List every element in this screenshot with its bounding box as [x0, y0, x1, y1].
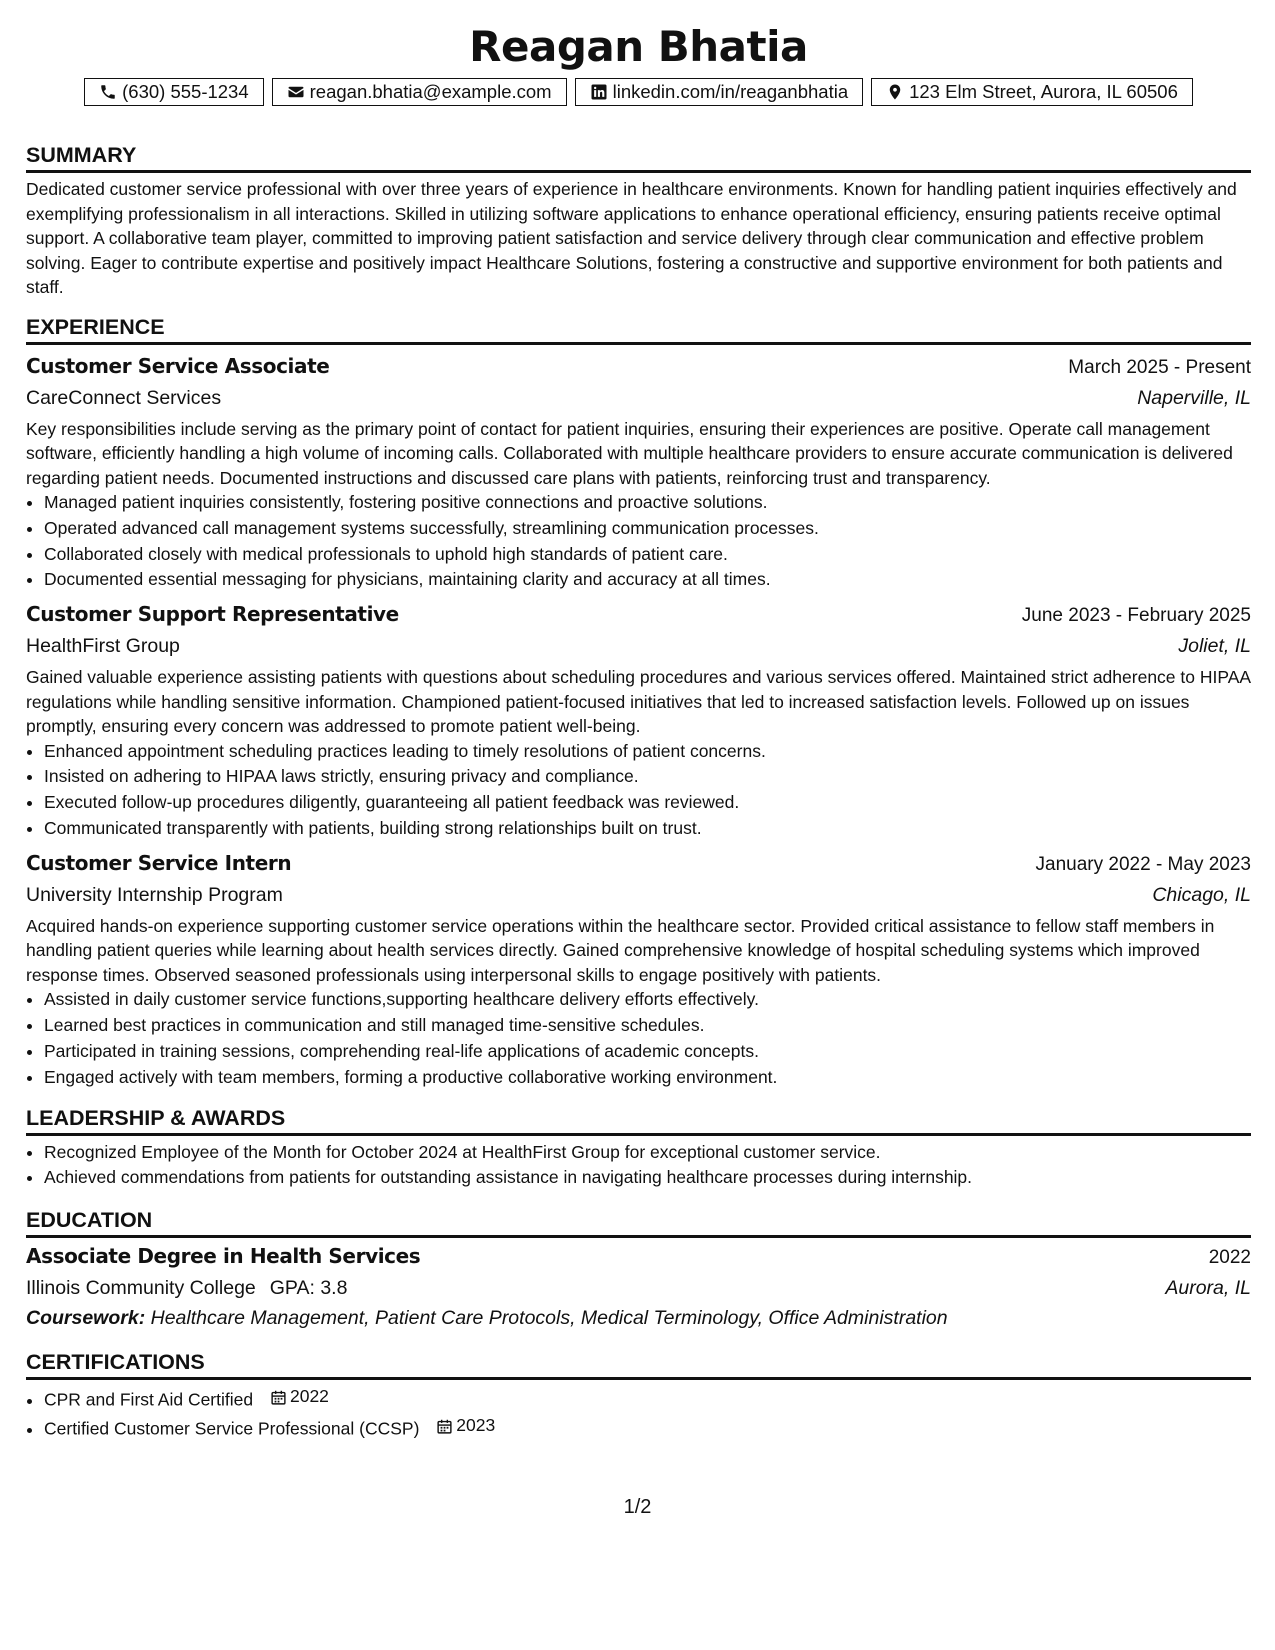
graduation-year: 2022 [1208, 1247, 1251, 1269]
certification-year: 2023 [436, 1413, 495, 1439]
address-text: 123 Elm Street, Aurora, IL 60506 [909, 81, 1178, 102]
certifications-section [26, 1347, 1251, 1442]
job-dates: June 2023 - February 2025 [1021, 605, 1251, 627]
linkedin-icon [590, 83, 608, 101]
list-item: • Recognized Employee of the Month for October 2024 at HealthFirst Group for exceptional customer service. [44, 1140, 1251, 1166]
coursework-label: Coursework: [26, 1307, 146, 1330]
section-title-leadership: LEADERSHIP & AWARDS [26, 1103, 1251, 1136]
contact-phone[interactable] [84, 78, 264, 106]
gpa: GPA: 3.8 [269, 1277, 348, 1300]
job-bullets [26, 987, 1251, 1090]
list-item: • Insisted on adhering to HIPAA laws strictly, ensuring privacy and compliance. [44, 764, 1251, 790]
envelope-icon [287, 83, 305, 101]
resume-page [26, 18, 1251, 1443]
section-title-experience: EXPERIENCE [26, 312, 1251, 345]
list-item: • Communicated transparently with patients, building strong relationships built on trust. [44, 816, 1251, 842]
job-location: Joliet, IL [1178, 635, 1251, 658]
page-number: 1/2 [623, 1496, 652, 1518]
phone-text: (630) 555-1234 [122, 81, 249, 102]
job-bullets [26, 490, 1251, 593]
coursework-list: Healthcare Management, Patient Care Protocols, Medical Terminology, Office Administration [150, 1307, 948, 1330]
certification-year: 2022 [270, 1384, 329, 1410]
list-item: • Executed follow-up procedures diligently, guaranteeing all patient feedback was reviewed. [44, 790, 1251, 816]
linkedin-text: linkedin.com/in/reaganbhatia [612, 81, 849, 102]
school-location: Aurora, IL [1165, 1277, 1251, 1300]
certification-name: CPR and First Aid Certified [44, 1389, 254, 1410]
section-title-education: EDUCATION [26, 1205, 1251, 1238]
section-title-certifications: CERTIFICATIONS [26, 1347, 1251, 1380]
job-location: Naperville, IL [1137, 386, 1251, 409]
job-entry [26, 351, 1251, 594]
map-pin-icon [886, 83, 904, 101]
job-title: Customer Service Intern [26, 850, 292, 875]
list-item: • Operated advanced call management systems successfully, streamlining communication processes. [44, 516, 1251, 542]
contact-linkedin[interactable] [575, 78, 864, 106]
job-dates: March 2025 - Present [1068, 356, 1251, 378]
list-item: • Achieved commendations from patients for outstanding assistance in navigating healthcare processes during internship. [44, 1165, 1251, 1191]
email-text: reagan.bhatia@example.com [309, 81, 552, 102]
job-description: Key responsibilities include serving as the primary point of contact for patient inquiries, ensuring their experiences are positive. Operate call management software, efficiently handling a high volume of incoming calls. Collaborated with multiple healthcare providers to ensure accurate communication is delivered regarding patient needs. Documented instructions and discussed care plans with patients, reinforcing trust and transparency. [26, 418, 1233, 488]
summary-section [26, 140, 1251, 300]
leadership-bullets [26, 1140, 1251, 1192]
experience-section [26, 312, 1251, 1091]
calendar-icon [436, 1418, 453, 1435]
job-title: Customer Support Representative [26, 602, 399, 627]
job-entry [26, 848, 1251, 1091]
job-description: Acquired hands-on experience supporting customer service operations within the healthcare sector. Provided critical assistance to fellow staff members in handling patient queries while learning about health services directly. Gained comprehensive knowledge of hospital scheduling systems which improved response times. Observed seasoned professionals using interpersonal skills to engage positively with patients. [26, 915, 1215, 985]
candidate-name: Reagan Bhatia [469, 22, 808, 71]
list-item: • Enhanced appointment scheduling practices leading to timely resolutions of patient concerns. [44, 739, 1251, 765]
section-title-summary: SUMMARY [26, 140, 1251, 173]
job-description: Gained valuable experience assisting patients with questions about scheduling procedures and various services offered. Maintained strict adherence to HIPAA regulations while handling sensitive information. Championed patient-focused initiatives that led to increased satisfaction levels. Followed up on issues promptly, ensuring every concern was addressed to promote patient well-being. [26, 667, 1251, 737]
contact-bar [26, 78, 1251, 106]
list-item: • Participated in training sessions, comprehending real-life applications of academic concepts. [44, 1039, 1251, 1065]
job-company: University Internship Program [26, 883, 283, 906]
list-item: • Collaborated closely with medical professionals to uphold high standards of patient care. [44, 542, 1251, 568]
job-entry [26, 599, 1251, 842]
job-company: CareConnect Services [26, 386, 222, 409]
school-line [26, 1273, 347, 1303]
job-title: Customer Service Associate [26, 353, 330, 378]
leadership-section [26, 1103, 1251, 1192]
list-item [44, 1384, 1251, 1413]
calendar-icon [270, 1389, 287, 1406]
job-bullets [26, 739, 1251, 842]
certification-name: Certified Customer Service Professional (CCSP) [44, 1418, 420, 1439]
list-item: • Assisted in daily customer service functions,supporting healthcare delivery efforts effectively. [44, 987, 1251, 1013]
job-company: HealthFirst Group [26, 635, 180, 658]
contact-email[interactable] [272, 78, 567, 106]
contact-address [871, 78, 1193, 106]
school-name: Illinois Community College [26, 1277, 256, 1300]
list-item [44, 1413, 1251, 1442]
phone-icon [99, 83, 117, 101]
list-item: • Documented essential messaging for physicians, maintaining clarity and accuracy at all times. [44, 567, 1251, 593]
job-dates: January 2022 - May 2023 [1035, 853, 1251, 875]
list-item: • Managed patient inquiries consistently, fostering positive connections and proactive solutions. [44, 490, 1251, 516]
list-item: • Learned best practices in communication and still managed time-sensitive schedules. [44, 1013, 1251, 1039]
degree-title: Associate Degree in Health Services [26, 1244, 421, 1269]
education-section [26, 1205, 1251, 1333]
summary-text: Dedicated customer service professional with over three years of experience in healthcare environments. Known for handling patient inquiries effectively and exemplifying professionalism in all interactions. Skilled in utilizing software applications to enhance operational efficiency, ensuring patients receive optimal support. A collaborative team player, committed to improving patient satisfaction and service delivery through clear communication and effective problem solving. Eager to contribute expertise and positively impact Healthcare Solutions, fostering a constructive and supportive environment for both patients and staff. [26, 179, 1237, 297]
list-item: • Engaged actively with team members, forming a productive collaborative working environment. [44, 1065, 1251, 1091]
certification-list [26, 1384, 1251, 1442]
coursework [26, 1303, 1251, 1333]
job-location: Chicago, IL [1152, 883, 1251, 906]
